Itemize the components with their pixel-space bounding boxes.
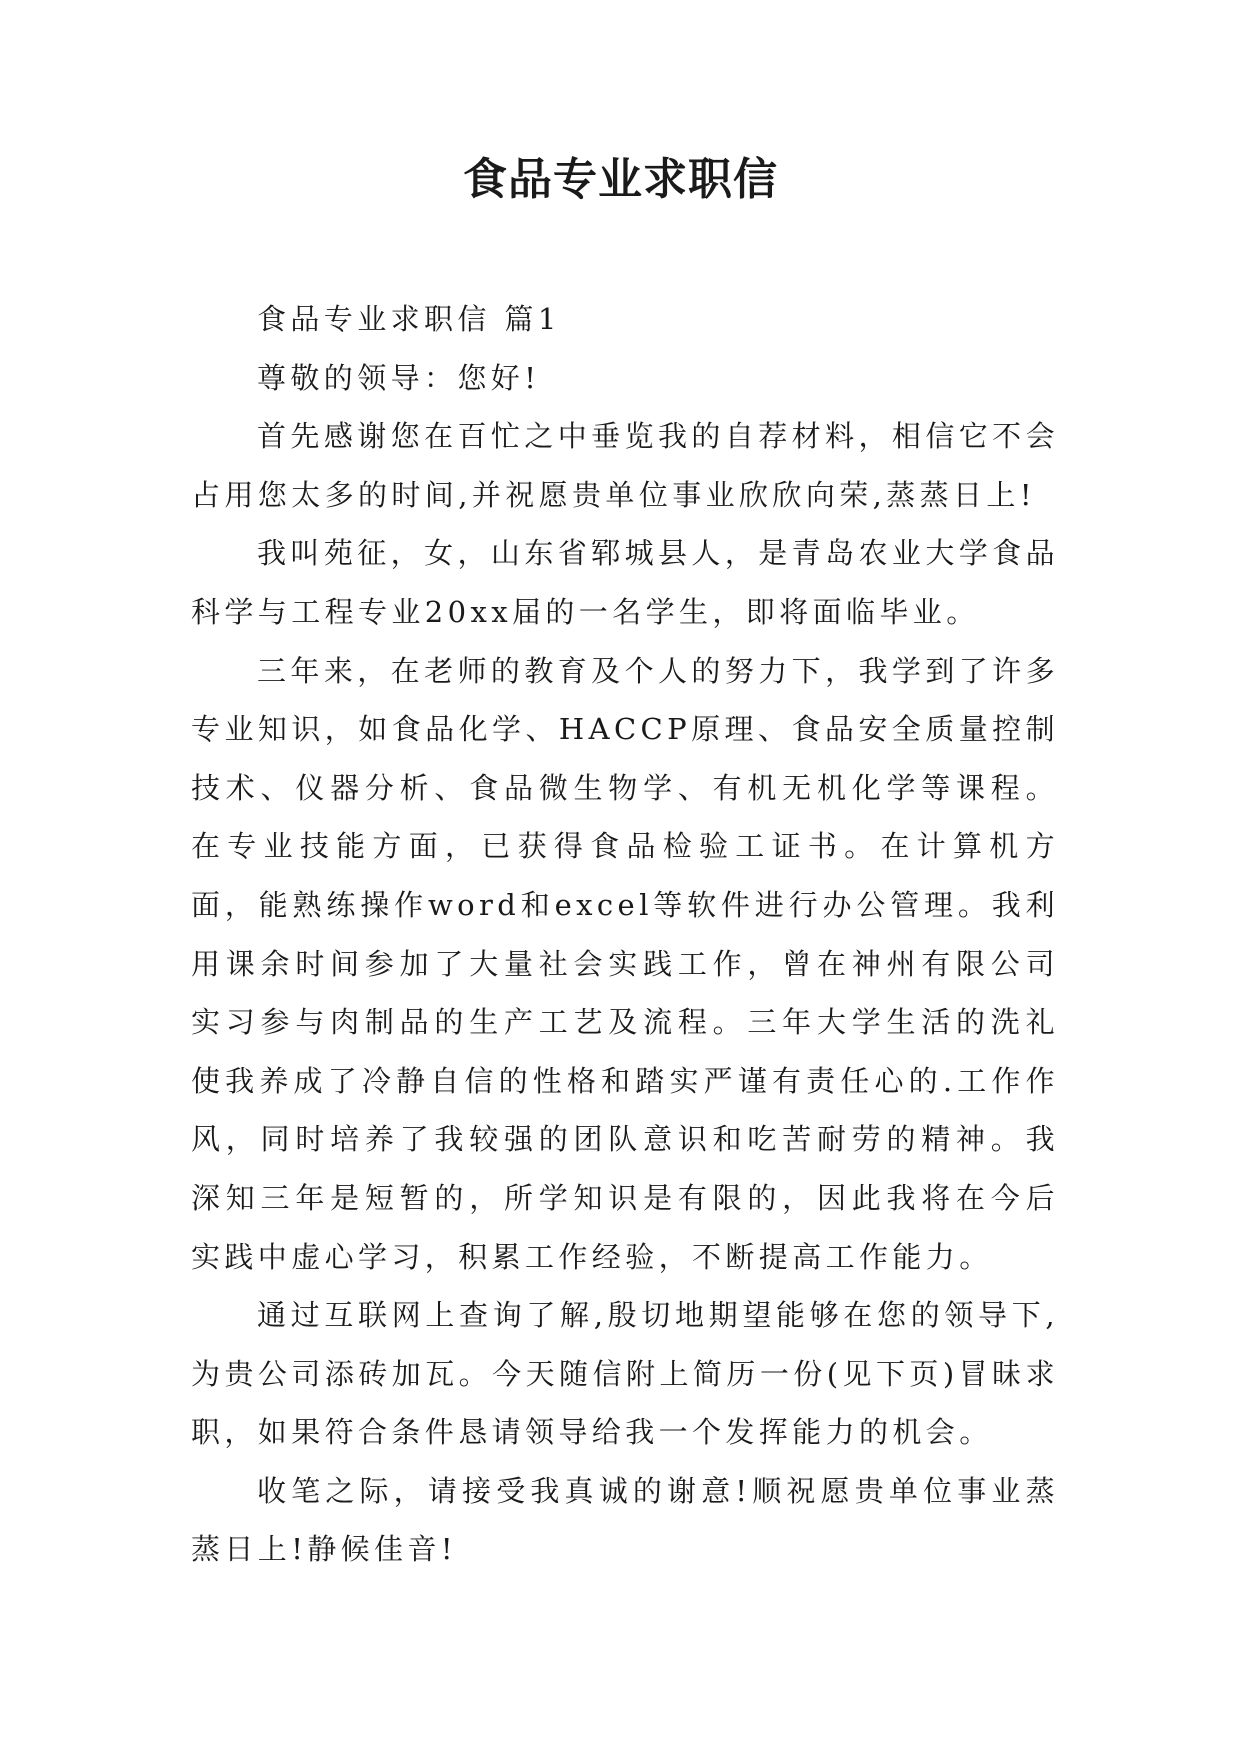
document-title: 食品专业求职信 xyxy=(463,154,778,205)
body-paragraph: 通过互联网上查询了解,殷切地期望能够在您的领导下,为贵公司添砖加瓦。今天随信附上简历一份(见下页)冒昧求职，如果符合条件恳请领导给我一个发挥能力的机会。 xyxy=(191,1298,1059,1450)
body-paragraph: 三年来，在老师的教育及个人的努力下，我学到了许多专业知识，如食品化学、HACCP原理、食品安全质量控制技术、仪器分析、食品微生物学、有机无机化学等课程。在专业技能方面，已获得食品检验工证书。在计算机方面，能熟练操作word和excel等软件进行办公管理。我利用课余时间参加了大量社会实践工作，曾在神州有限公司实习参与肉制品的生产工艺及流程。三年大学生活的洗礼使我养成了冷静自信的性格和踏实严谨有责任心的.工作作风，同时培养了我较强的团队意识和吃苦耐劳的精神。我深知三年是短暂的，所学知识是有限的，因此我将在今后实践中虚心学习，积累工作经验，不断提高工作能力。 xyxy=(191,653,1059,1274)
closing-paragraph: 收笔之际，请接受我真诚的谢意!顺祝愿贵单位事业蒸蒸日上!静候佳音! xyxy=(191,1473,1059,1567)
document-body xyxy=(191,290,1059,1579)
salutation: 尊敬的领导：您好! xyxy=(257,360,541,395)
section-heading: 食品专业求职信 篇1 xyxy=(257,302,561,336)
body-paragraph: 首先感谢您在百忙之中垂览我的自荐材料，相信它不会占用您太多的时间,并祝愿贵单位事业欣欣向荣,蒸蒸日上! xyxy=(191,419,1059,512)
body-paragraph: 我叫苑征，女，山东省郓城县人，是青岛农业大学食品科学与工程专业20xx届的一名学生，即将面临毕业。 xyxy=(191,536,1059,629)
